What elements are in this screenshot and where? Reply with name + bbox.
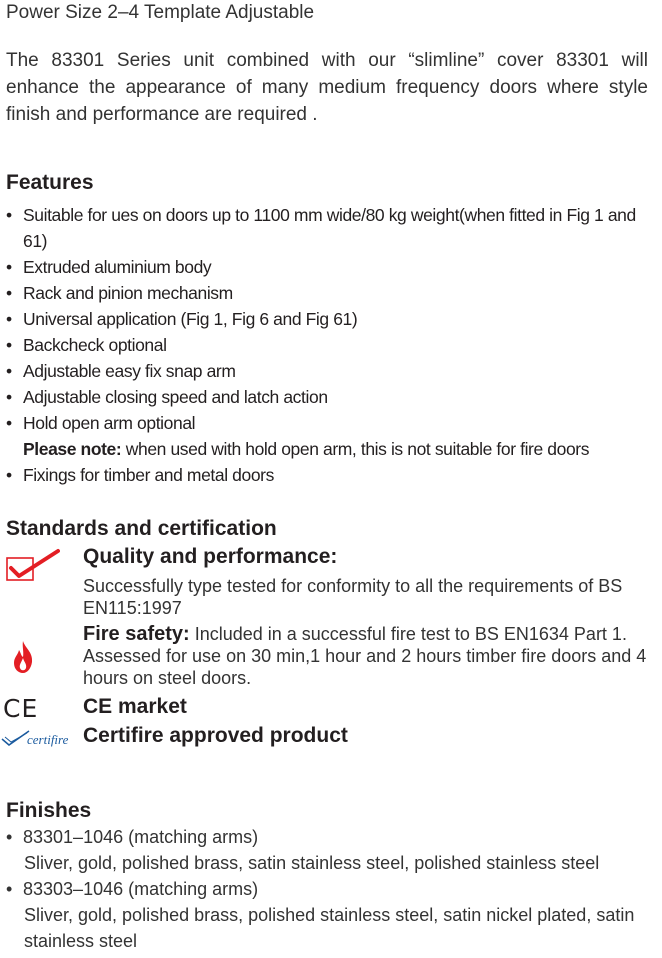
fire-safety-text (83, 623, 649, 689)
finish-desc: Sliver, gold, polished brass, polished stainless steel, satin nickel plated, satin stainless steel (24, 905, 635, 951)
features-heading: Features (6, 171, 94, 194)
finish-code: 83301–1046 (matching arms) (23, 827, 259, 847)
quality-title: Quality and performance: (83, 545, 338, 568)
standards-heading: Standards and certification (6, 517, 277, 540)
feature-text: Hold open arm optional (23, 413, 196, 433)
list-item: • Fixings for timber and metal doors (6, 465, 274, 485)
fire-text: Included in a successful fire test to BS EN1634 Part 1. Assessed for use on 30 min,1 hour and 2 hours timber fire doors and 4 hours on steel doors. (83, 624, 647, 688)
list-item: • Backcheck optional (6, 335, 167, 355)
feature-text: Adjustable closing speed and latch action (23, 387, 328, 407)
feature-text: Universal application (Fig 1, Fig 6 and Fig 61) (23, 309, 358, 329)
feature-text: Rack and pinion mechanism (23, 283, 233, 303)
intro-paragraph: The 83301 Series unit combined with our “slimline” cover 83301 will enhance the appearance of many medium frequency doors where style finish and performance are required . (6, 50, 648, 125)
list-item: • Rack and pinion mechanism (6, 283, 233, 303)
finishes-list (6, 824, 658, 954)
note-text: when used with hold open arm, this is not suitable for fire doors (121, 439, 590, 459)
features-list (6, 202, 658, 488)
list-item: • Adjustable closing speed and latch action (6, 387, 328, 407)
note-label: Please note: (23, 439, 122, 459)
feature-text: Extruded aluminium body (23, 257, 212, 277)
list-item: • Adjustable easy fix snap arm (6, 361, 236, 381)
finish-code: 83303–1046 (matching arms) (23, 879, 259, 899)
ce-title: CE market (83, 695, 187, 718)
finish-desc: Sliver, gold, polished brass, satin stainless steel, polished stainless steel (24, 853, 600, 873)
product-title: Power Size 2–4 Template Adjustable (6, 2, 315, 23)
feature-text: Backcheck optional (23, 335, 167, 355)
feature-text: Fixings for timber and metal doors (23, 465, 274, 485)
flame-icon (10, 640, 36, 674)
list-item: • 83303–1046 (matching arms) Sliver, gold, polished brass, polished stainless steel, satin nickel plated, satin stainless steel (6, 876, 658, 954)
feature-text: Suitable for ues on doors up to 1100 mm wide/80 kg weight(when fitted in Fig 1 and 61) (23, 205, 636, 251)
list-item: • Hold open arm optional (6, 413, 196, 433)
ce-mark-icon: CE (3, 694, 39, 723)
certifire-logo-icon: certifire (1, 728, 73, 750)
finishes-heading: Finishes (6, 799, 92, 822)
check-mark-icon (6, 548, 60, 582)
quality-text: Successfully type tested for conformity to all the requirements of BS EN115:1997 (83, 576, 623, 618)
list-item: • 83301–1046 (matching arms) Sliver, gold, polished brass, satin stainless steel, polished stainless steel (6, 824, 658, 876)
please-note (6, 436, 658, 462)
list-item: • Universal application (Fig 1, Fig 6 and Fig 61) (6, 309, 358, 329)
list-item: • Suitable for ues on doors up to 1100 mm wide/80 kg weight(when fitted in Fig 1 and 61) (6, 205, 636, 251)
fire-label: Fire safety: (83, 623, 190, 645)
feature-text: Adjustable easy fix snap arm (23, 361, 236, 381)
certifire-title: Certifire approved product (83, 724, 348, 747)
list-item: • Extruded aluminium body (6, 257, 212, 277)
